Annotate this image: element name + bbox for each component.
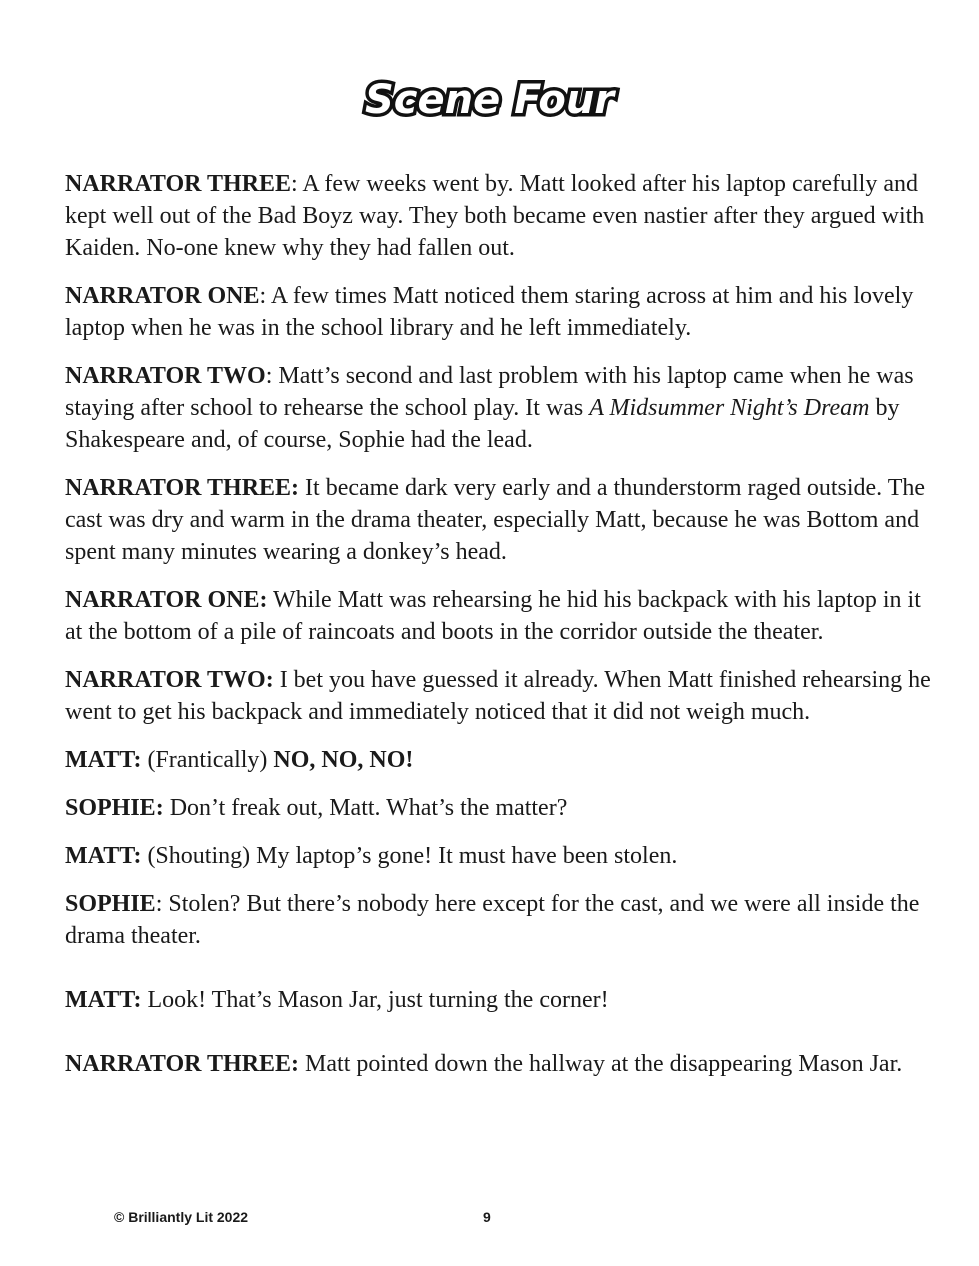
script-body (65, 168, 935, 1096)
script-line (65, 744, 935, 776)
speaker-name: NARRATOR THREE (65, 171, 292, 197)
line-text: Matt pointed down the hallway at the disappearing Mason Jar. (299, 1051, 903, 1077)
line-text: : A few times Matt noticed them staring across at him and his lovely laptop when he was in the school library and he left immediately. (65, 283, 914, 341)
speaker-name: NARRATOR THREE: (65, 1051, 300, 1077)
speaker-name: SOPHIE: (65, 795, 164, 821)
line-text: (Frantically) (141, 747, 274, 773)
script-line (65, 584, 935, 648)
line-text: Look! That’s Mason Jar, just turning the corner! (141, 987, 609, 1013)
scene-title: Scene Four (364, 77, 615, 123)
script-line (65, 1048, 935, 1080)
title-container (0, 77, 979, 123)
line-text: While Matt was rehearsing he hid his backpack with his laptop in it at the bottom of a pile of raincoats and boots in the corridor outside the theater. (65, 587, 921, 645)
line-text: (Shouting) My laptop’s gone! It must have been stolen. (141, 843, 678, 869)
line-text: : A few weeks went by. Matt looked after his laptop carefully and kept well out of the Bad Boyz way. They both became even nastier after they argued with Kaiden. No-one knew why they had fallen out. (65, 171, 925, 261)
line-text: : Stolen? But there’s nobody here except for the cast, and we were all inside the drama theater. (65, 891, 920, 949)
line-text: Don’t freak out, Matt. What’s the matter? (163, 795, 568, 821)
script-line (65, 840, 935, 872)
speaker-name: NARRATOR TWO: (65, 667, 274, 693)
script-line (65, 168, 935, 264)
speaker-name: NARRATOR THREE: (65, 475, 300, 501)
speaker-name: NARRATOR ONE: (65, 587, 268, 613)
script-line (65, 792, 935, 824)
speaker-name: NARRATOR TWO (65, 363, 266, 389)
script-line (65, 984, 935, 1016)
script-line (65, 472, 935, 568)
script-line (65, 360, 935, 456)
speaker-name: MATT: (65, 843, 142, 869)
line-text: It became dark very early and a thunderstorm raged outside. The cast was dry and warm in the drama theater, especially Matt, because he was Bottom and spent many minutes wearing a donkey’s head. (65, 475, 926, 565)
copyright-notice: © Brilliantly Lit 2022 (114, 1209, 249, 1225)
speaker-name: SOPHIE (65, 891, 156, 917)
script-line (65, 664, 935, 728)
line-text: I bet you have guessed it already. When Matt finished rehearsing he went to get his backpack and immediately noticed that it did not weigh much. (65, 667, 931, 725)
play-title: A Midsummer Night’s Dream (589, 395, 870, 421)
line-text-continued: by Shakespeare and, of course, Sophie had the lead. (65, 395, 900, 453)
exclamation-text: NO, NO, NO! (273, 747, 414, 773)
page-number: 9 (483, 1209, 491, 1225)
line-text: : Matt’s second and last problem with his laptop came when he was staying after school to rehearse the school play. It was (65, 363, 914, 421)
speaker-name: MATT: (65, 987, 142, 1013)
speaker-name: NARRATOR ONE (65, 283, 260, 309)
script-line (65, 888, 935, 952)
script-line (65, 280, 935, 344)
speaker-name: MATT: (65, 747, 142, 773)
